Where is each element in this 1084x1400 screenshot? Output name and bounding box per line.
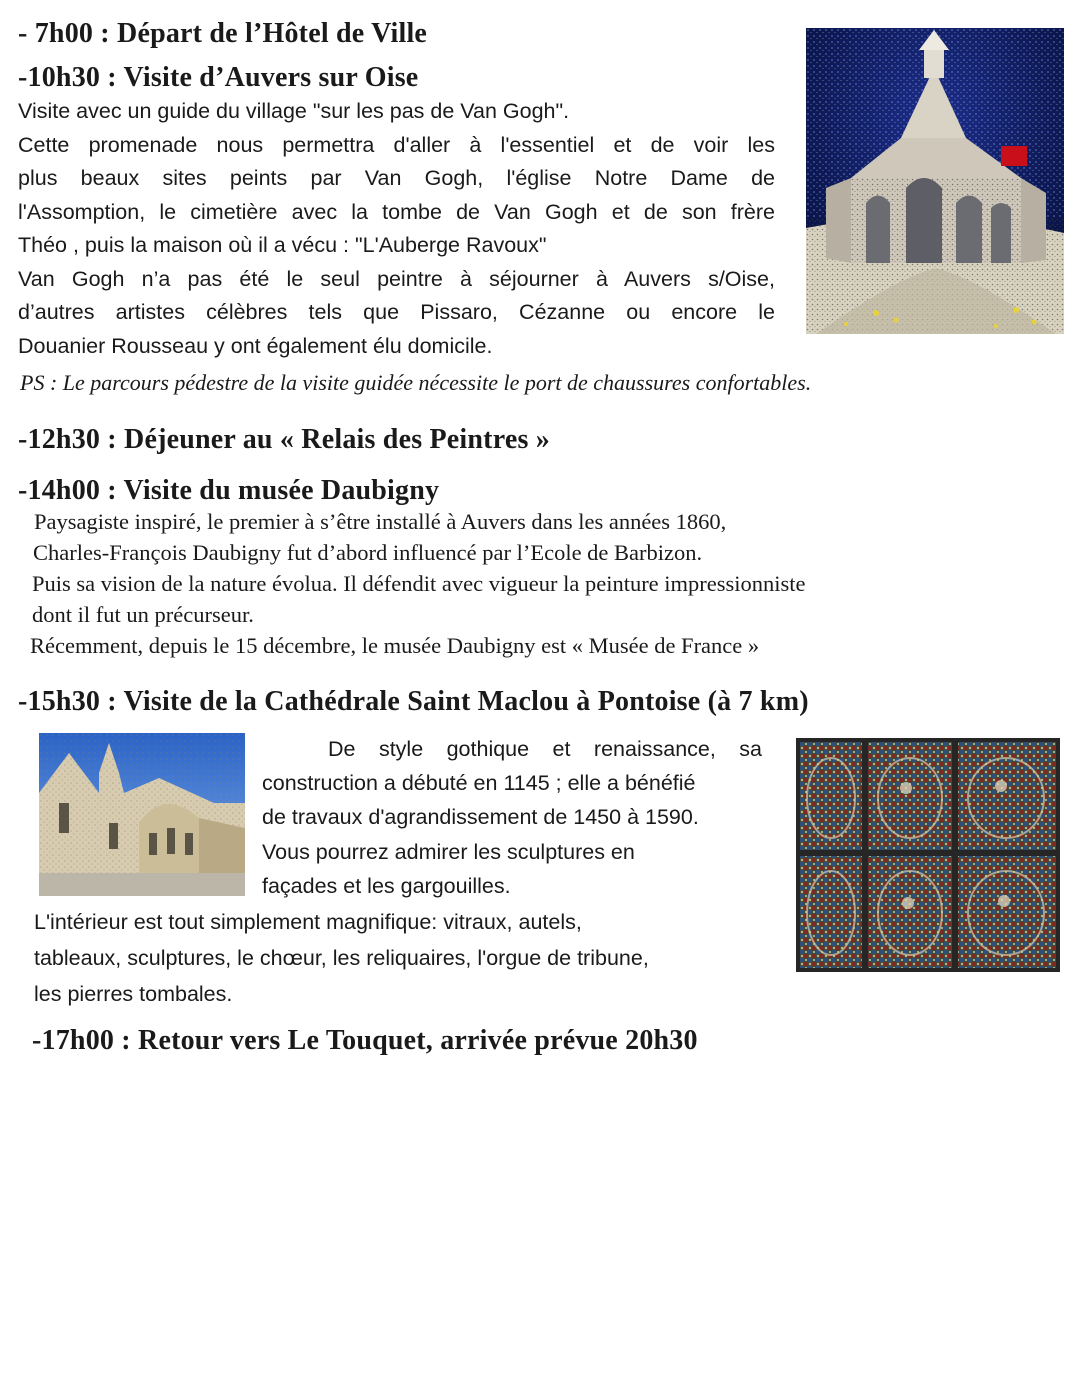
cathedral-description-bottom <box>34 904 649 1012</box>
paragraph-line: Paysagiste inspiré, le premier à s’être installé à Auvers dans les années 1860, <box>34 509 727 534</box>
paragraph-line: De style gothique et renaissance, sa <box>328 737 762 761</box>
heading-auvers: -10h30 : Visite d’Auvers sur Oise <box>18 62 419 93</box>
paragraph-line: Théo , puis la maison où il a vécu : "L'Auberge Ravoux" <box>18 233 547 257</box>
paragraph-line: construction a débuté en 1145 ; elle a bénéfié <box>262 771 696 796</box>
paragraph-line: les pierres tombales. <box>34 982 233 1006</box>
paragraph-line: Puis sa vision de la nature évolua. Il défendit avec vigueur la peinture impressionniste <box>32 571 806 596</box>
ps-note: PS : Le parcours pédestre de la visite guidée nécessite le port de chaussures confortables. <box>20 370 812 395</box>
stained-glass-photo <box>796 738 1060 972</box>
paragraph-line: Douanier Rousseau y ont également élu domicile. <box>18 333 493 358</box>
paragraph-line: l'Assomption, le cimetière avec la tombe de Van Gogh et de son frère <box>18 199 775 224</box>
heading-cathedrale: -15h30 : Visite de la Cathédrale Saint Maclou à Pontoise (à 7 km) <box>18 686 809 717</box>
heading-musee-daubigny: -14h00 : Visite du musée Daubigny <box>18 475 440 506</box>
paragraph-line: Van Gogh n’a pas été le seul peintre à séjourner à Auvers s/Oise, <box>18 266 775 291</box>
heading-depart: - 7h00 : Départ de l’Hôtel de Ville <box>18 18 428 49</box>
van-gogh-church-painting <box>806 28 1064 334</box>
paragraph-line: Visite avec un guide du village "sur les pas de Van Gogh". <box>18 99 570 123</box>
paragraph-line: dont il fut un précurseur. <box>32 602 254 627</box>
cathedral-description-top <box>262 732 762 903</box>
paragraph-line: façades et les gargouilles. <box>262 873 511 898</box>
heading-retour: -17h00 : Retour vers Le Touquet, arrivée prévue 20h30 <box>32 1025 698 1056</box>
paragraph-line: L'intérieur est tout simplement magnifique: vitraux, autels, <box>34 910 582 934</box>
auvers-description <box>18 95 775 363</box>
paragraph-line: de travaux d'agrandissement de 1450 à 1590. <box>262 805 699 830</box>
daubigny-description <box>30 506 806 661</box>
paragraph-line: Charles-François Daubigny fut d’abord influencé par l’Ecole de Barbizon. <box>33 540 703 565</box>
paragraph-line: Cette promenade nous permettra d'aller à l'essentiel et de voir les <box>18 132 775 157</box>
heading-dejeuner: -12h30 : Déjeuner au « Relais des Peintres » <box>18 424 550 455</box>
paragraph-line: tableaux, sculptures, le chœur, les reliquaires, l'orgue de tribune, <box>34 946 649 970</box>
paragraph-line: Récemment, depuis le 15 décembre, le musée Daubigny est « Musée de France » <box>30 633 760 658</box>
paragraph-line: plus beaux sites peints par Van Gogh, l'église Notre Dame de <box>18 166 775 190</box>
cathedral-photo <box>39 733 245 896</box>
paragraph-line: d’autres artistes célèbres tels que Pissaro, Cézanne ou encore le <box>18 300 775 324</box>
paragraph-line: Vous pourrez admirer les sculptures en <box>262 839 635 864</box>
